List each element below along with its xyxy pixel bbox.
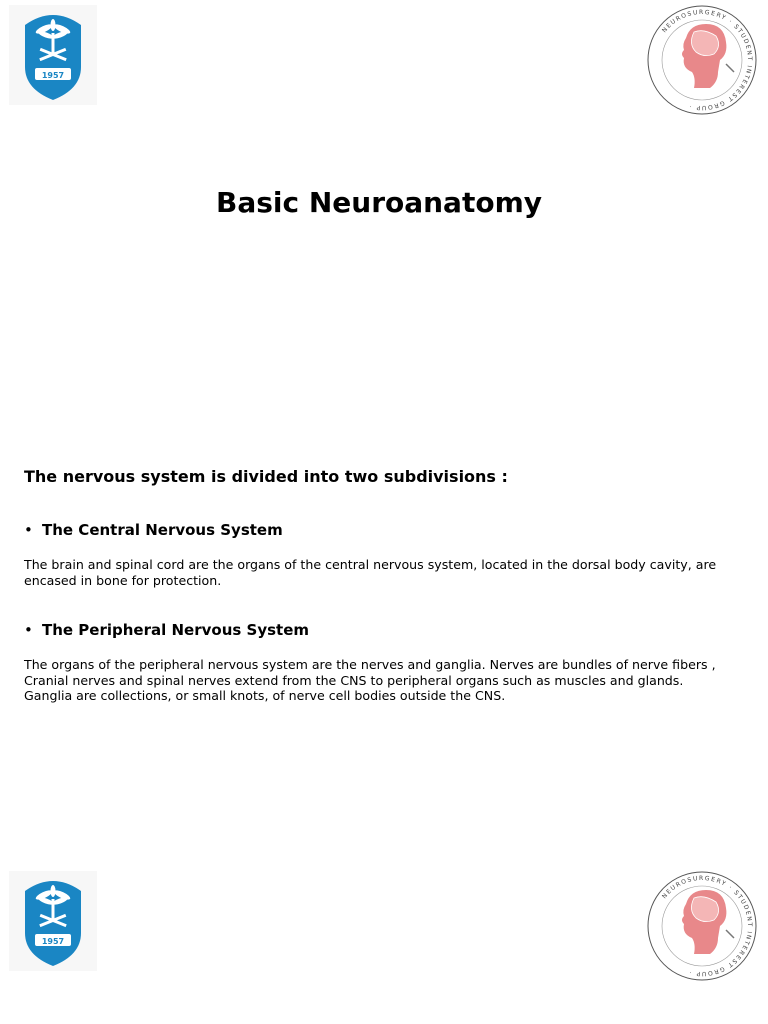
paragraph-line: encased in bone for protection. bbox=[24, 572, 222, 588]
seal-ring-text: NEUROSURGERY · STUDENT INTEREST GROUP · bbox=[660, 874, 754, 978]
section-heading-cns bbox=[24, 520, 744, 540]
bullet-icon: • bbox=[24, 621, 33, 639]
paragraph-line: Ganglia are collections, or small knots, of nerve cell bodies outside the CNS. bbox=[24, 688, 506, 703]
section-heading-pns bbox=[24, 620, 744, 640]
section-heading-text: The Peripheral Nervous System bbox=[42, 621, 310, 639]
seal-ring-text: NEUROSURGERY · STUDENT INTEREST GROUP · bbox=[660, 8, 754, 112]
university-logo-top bbox=[9, 5, 97, 105]
paragraph-line: The organs of the peripheral nervous system are the nerves and ganglia. Nerves are bundles of nerve fibers , bbox=[24, 657, 716, 672]
logo-year-text: 1957 bbox=[41, 71, 65, 80]
section-heading-text: The Central Nervous System bbox=[42, 521, 283, 539]
paragraph-line: Cranial nerves and spinal nerves extend from the CNS to peripheral organs such as muscles and glands. bbox=[24, 672, 684, 688]
bullet-icon: • bbox=[24, 521, 33, 539]
page-title: Basic Neuroanatomy bbox=[215, 186, 543, 219]
section-body-cns bbox=[24, 557, 736, 588]
neurosurgery-seal-bottom bbox=[644, 868, 760, 984]
university-logo-bottom bbox=[9, 871, 97, 971]
neurosurgery-seal-top bbox=[644, 2, 760, 118]
section-body-pns bbox=[24, 657, 736, 704]
paragraph-line: The brain and spinal cord are the organs of the central nervous system, located in the dorsal body cavity, are bbox=[24, 557, 717, 572]
logo-year-text: 1957 bbox=[41, 937, 65, 946]
intro-heading: The nervous system is divided into two subdivisions : bbox=[24, 467, 508, 486]
